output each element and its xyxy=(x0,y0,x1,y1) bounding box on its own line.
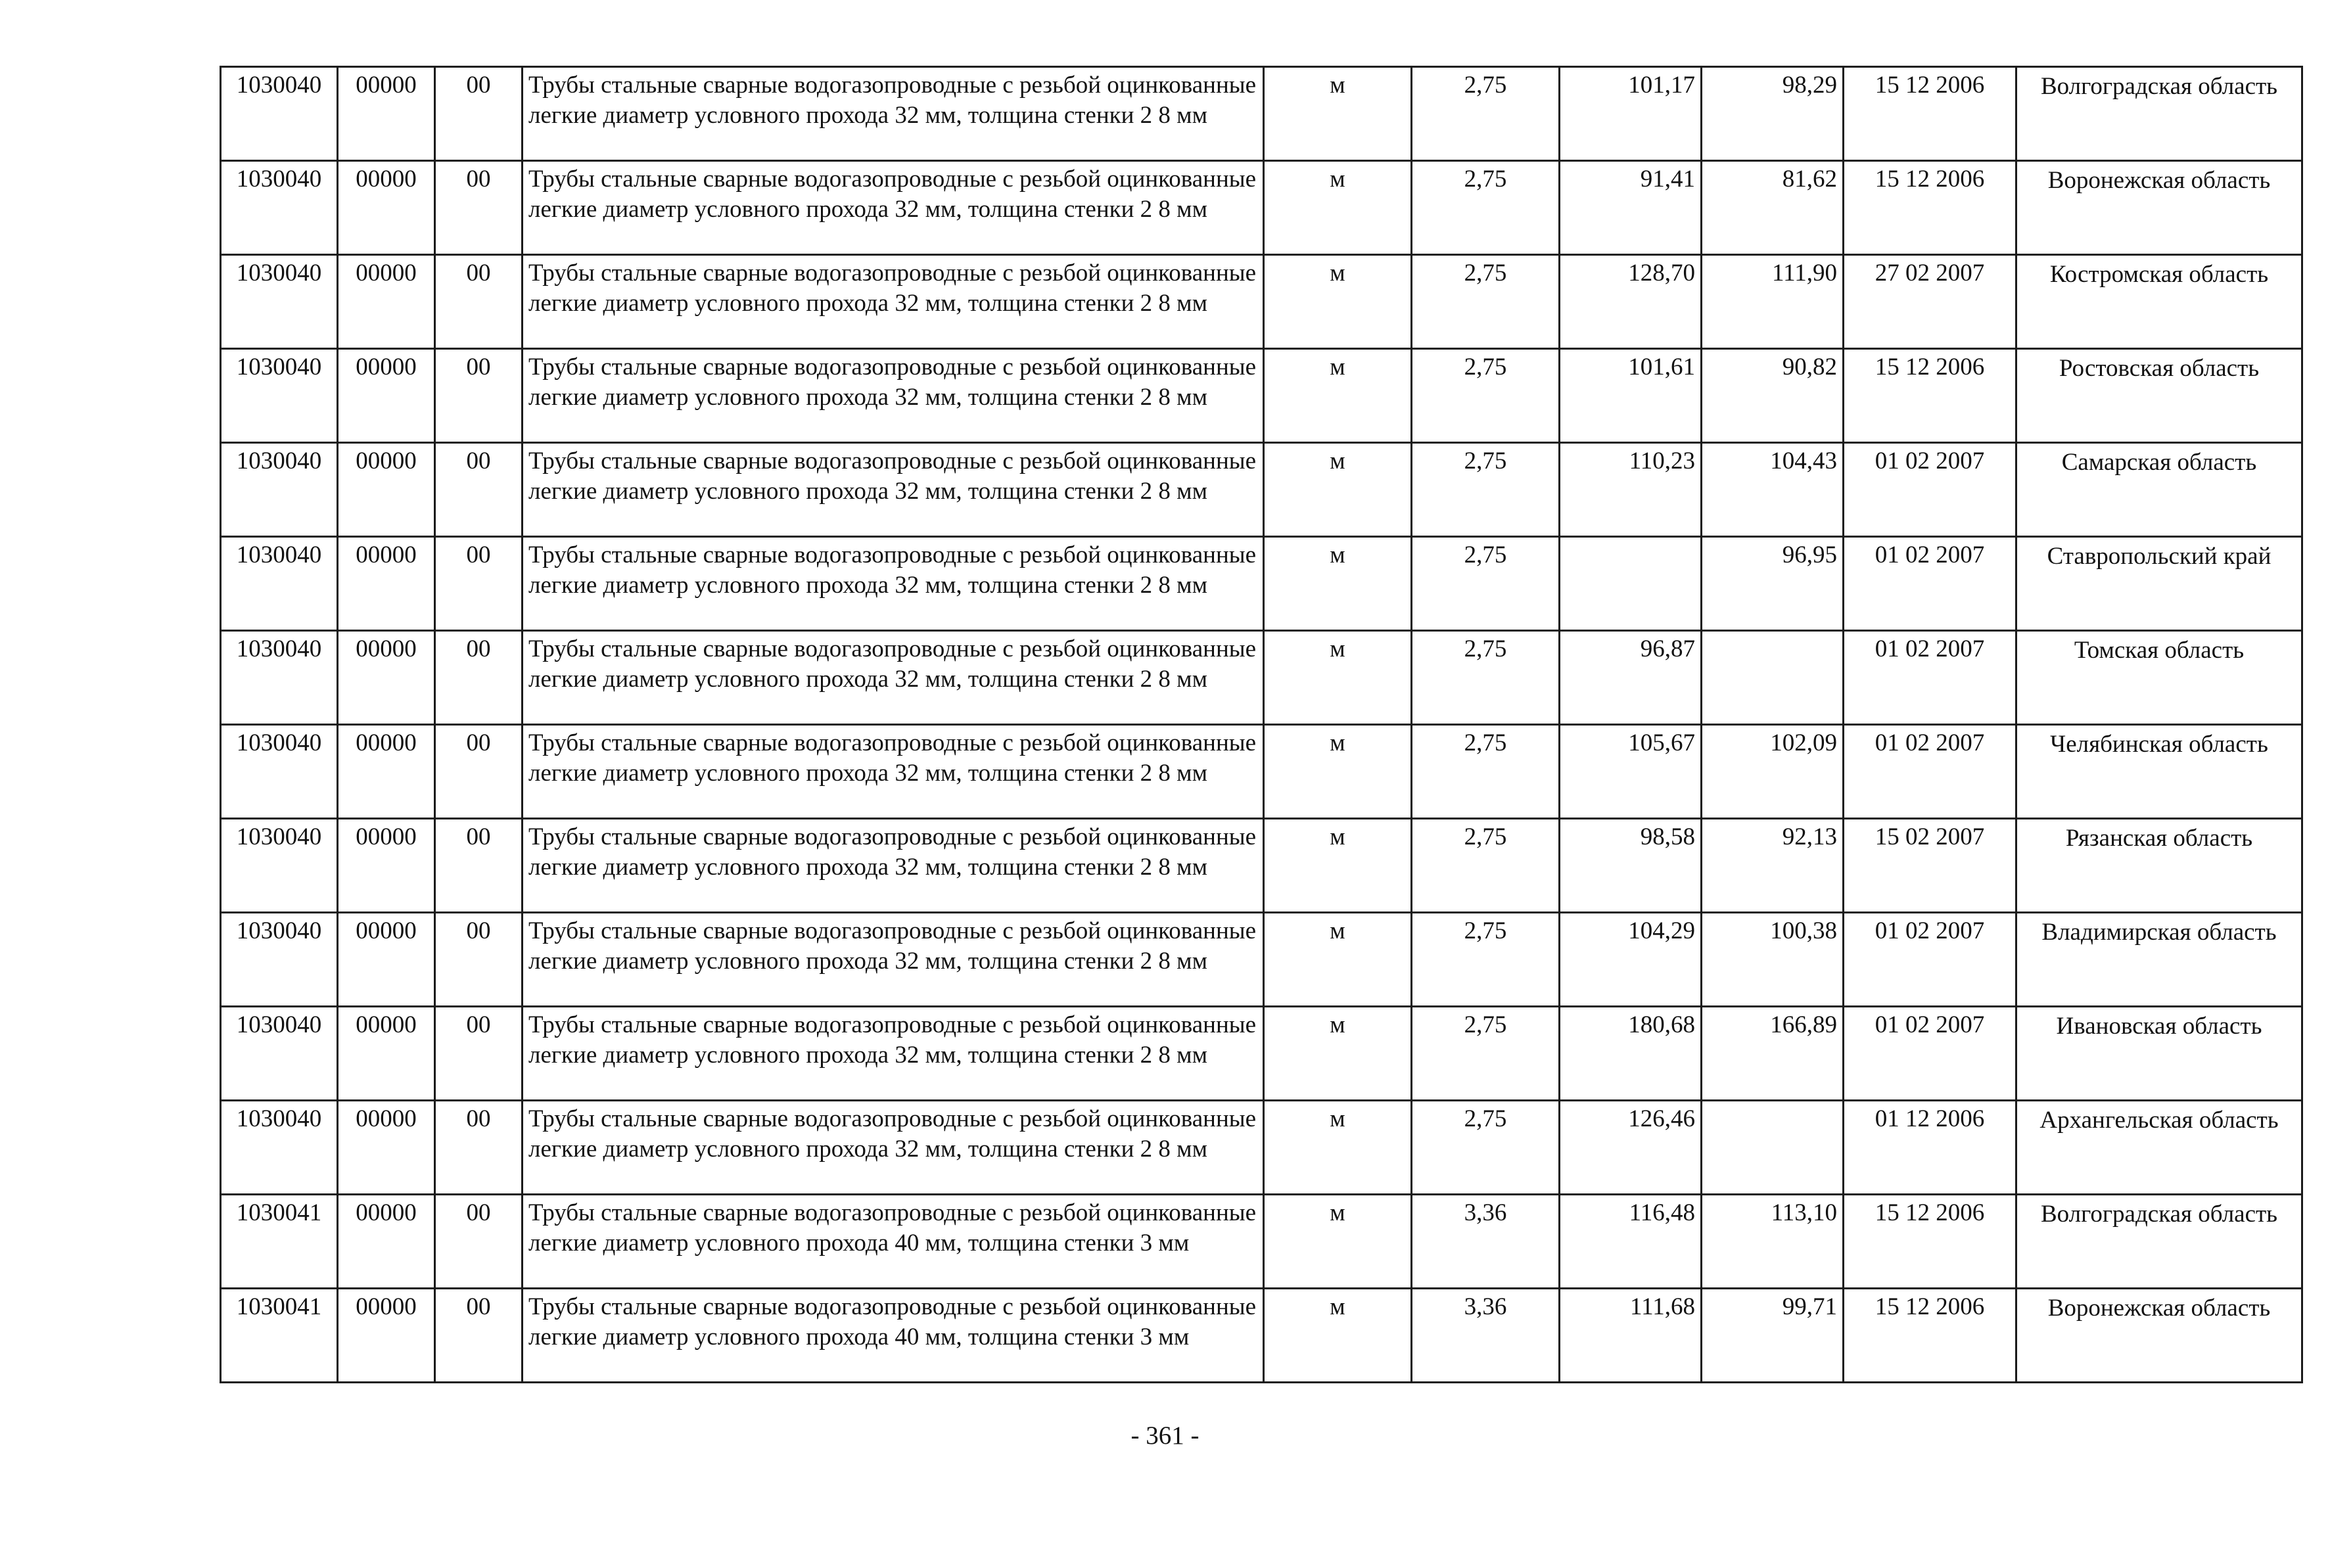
variant-code-cell: 00 xyxy=(435,67,523,161)
material-name-cell: Трубы стальные сварные водогазопроводные с резьбой оцинкованные легкие диаметр условного прохода 32 мм, толщина стенки 2 8 мм xyxy=(523,819,1264,913)
table-body xyxy=(221,67,2302,1383)
price-1-cell: 110,23 xyxy=(1560,443,1702,537)
region-cell: Ивановская область xyxy=(2016,1007,2302,1101)
date-cell: 01 12 2006 xyxy=(1844,1101,2016,1195)
price-1-cell xyxy=(1560,537,1702,631)
date-cell: 15 02 2007 xyxy=(1844,819,2016,913)
variant-code-cell: 00 xyxy=(435,1195,523,1289)
unit-cell: м xyxy=(1264,443,1412,537)
unit-cell: м xyxy=(1264,1195,1412,1289)
price-2-cell: 113,10 xyxy=(1702,1195,1844,1289)
material-code-cell: 1030040 xyxy=(221,537,338,631)
material-name-cell: Трубы стальные сварные водогазопроводные с резьбой оцинкованные легкие диаметр условного прохода 32 мм, толщина стенки 2 8 мм xyxy=(523,1007,1264,1101)
unit-cell: м xyxy=(1264,1101,1412,1195)
sub-code-cell: 00000 xyxy=(338,537,435,631)
quantity-cell: 2,75 xyxy=(1412,819,1560,913)
date-cell: 15 12 2006 xyxy=(1844,1195,2016,1289)
unit-cell: м xyxy=(1264,725,1412,819)
price-1-cell: 116,48 xyxy=(1560,1195,1702,1289)
material-name-cell: Трубы стальные сварные водогазопроводные с резьбой оцинкованные легкие диаметр условного прохода 32 мм, толщина стенки 2 8 мм xyxy=(523,725,1264,819)
material-name-cell: Трубы стальные сварные водогазопроводные с резьбой оцинкованные легкие диаметр условного прохода 32 мм, толщина стенки 2 8 мм xyxy=(523,913,1264,1007)
table-row xyxy=(221,1101,2302,1195)
material-code-cell: 1030040 xyxy=(221,161,338,255)
material-name-cell: Трубы стальные сварные водогазопроводные с резьбой оцинкованные легкие диаметр условного прохода 32 мм, толщина стенки 2 8 мм xyxy=(523,67,1264,161)
quantity-cell: 3,36 xyxy=(1412,1195,1560,1289)
price-2-cell: 99,71 xyxy=(1702,1289,1844,1383)
material-code-cell: 1030040 xyxy=(221,1101,338,1195)
quantity-cell: 2,75 xyxy=(1412,349,1560,443)
price-2-cell xyxy=(1702,631,1844,725)
variant-code-cell: 00 xyxy=(435,1007,523,1101)
price-1-cell: 128,70 xyxy=(1560,255,1702,349)
region-cell: Ставропольский край xyxy=(2016,537,2302,631)
variant-code-cell: 00 xyxy=(435,161,523,255)
variant-code-cell: 00 xyxy=(435,1289,523,1383)
price-2-cell: 90,82 xyxy=(1702,349,1844,443)
date-cell: 01 02 2007 xyxy=(1844,631,2016,725)
price-2-cell: 98,29 xyxy=(1702,67,1844,161)
price-1-cell: 96,87 xyxy=(1560,631,1702,725)
sub-code-cell: 00000 xyxy=(338,631,435,725)
table-row xyxy=(221,1289,2302,1383)
material-code-cell: 1030040 xyxy=(221,631,338,725)
quantity-cell: 2,75 xyxy=(1412,537,1560,631)
date-cell: 01 02 2007 xyxy=(1844,537,2016,631)
material-code-cell: 1030041 xyxy=(221,1195,338,1289)
price-2-cell: 166,89 xyxy=(1702,1007,1844,1101)
material-code-cell: 1030040 xyxy=(221,443,338,537)
table-row xyxy=(221,1195,2302,1289)
price-2-cell: 100,38 xyxy=(1702,913,1844,1007)
unit-cell: м xyxy=(1264,255,1412,349)
date-cell: 01 02 2007 xyxy=(1844,913,2016,1007)
quantity-cell: 2,75 xyxy=(1412,1007,1560,1101)
price-1-cell: 126,46 xyxy=(1560,1101,1702,1195)
date-cell: 15 12 2006 xyxy=(1844,1289,2016,1383)
table-row xyxy=(221,819,2302,913)
sub-code-cell: 00000 xyxy=(338,443,435,537)
sub-code-cell: 00000 xyxy=(338,67,435,161)
price-1-cell: 101,17 xyxy=(1560,67,1702,161)
unit-cell: м xyxy=(1264,1007,1412,1101)
date-cell: 15 12 2006 xyxy=(1844,67,2016,161)
variant-code-cell: 00 xyxy=(435,725,523,819)
variant-code-cell: 00 xyxy=(435,631,523,725)
unit-cell: м xyxy=(1264,349,1412,443)
variant-code-cell: 00 xyxy=(435,349,523,443)
unit-cell: м xyxy=(1264,631,1412,725)
sub-code-cell: 00000 xyxy=(338,161,435,255)
price-table xyxy=(220,66,2303,1383)
region-cell: Костромская область xyxy=(2016,255,2302,349)
price-2-cell: 92,13 xyxy=(1702,819,1844,913)
region-cell: Воронежская область xyxy=(2016,161,2302,255)
sub-code-cell: 00000 xyxy=(338,725,435,819)
variant-code-cell: 00 xyxy=(435,255,523,349)
price-2-cell: 102,09 xyxy=(1702,725,1844,819)
table-row xyxy=(221,913,2302,1007)
material-name-cell: Трубы стальные сварные водогазопроводные с резьбой оцинкованные легкие диаметр условного прохода 40 мм, толщина стенки 3 мм xyxy=(523,1289,1264,1383)
date-cell: 27 02 2007 xyxy=(1844,255,2016,349)
price-2-cell: 104,43 xyxy=(1702,443,1844,537)
unit-cell: м xyxy=(1264,913,1412,1007)
quantity-cell: 2,75 xyxy=(1412,725,1560,819)
material-name-cell: Трубы стальные сварные водогазопроводные с резьбой оцинкованные легкие диаметр условного прохода 32 мм, толщина стенки 2 8 мм xyxy=(523,537,1264,631)
table-row xyxy=(221,537,2302,631)
price-1-cell: 104,29 xyxy=(1560,913,1702,1007)
sub-code-cell: 00000 xyxy=(338,1101,435,1195)
material-name-cell: Трубы стальные сварные водогазопроводные с резьбой оцинкованные легкие диаметр условного прохода 32 мм, толщина стенки 2 8 мм xyxy=(523,631,1264,725)
page-number: - 361 - xyxy=(1130,1421,1200,1450)
sub-code-cell: 00000 xyxy=(338,913,435,1007)
material-code-cell: 1030040 xyxy=(221,67,338,161)
quantity-cell: 2,75 xyxy=(1412,443,1560,537)
region-cell: Самарская область xyxy=(2016,443,2302,537)
material-code-cell: 1030041 xyxy=(221,1289,338,1383)
quantity-cell: 2,75 xyxy=(1412,631,1560,725)
unit-cell: м xyxy=(1264,537,1412,631)
material-name-cell: Трубы стальные сварные водогазопроводные с резьбой оцинкованные легкие диаметр условного прохода 32 мм, толщина стенки 2 8 мм xyxy=(523,255,1264,349)
quantity-cell: 2,75 xyxy=(1412,1101,1560,1195)
sub-code-cell: 00000 xyxy=(338,349,435,443)
material-code-cell: 1030040 xyxy=(221,913,338,1007)
price-2-cell xyxy=(1702,1101,1844,1195)
date-cell: 15 12 2006 xyxy=(1844,349,2016,443)
price-2-cell: 96,95 xyxy=(1702,537,1844,631)
region-cell: Воронежская область xyxy=(2016,1289,2302,1383)
region-cell: Волгоградская область xyxy=(2016,1195,2302,1289)
date-cell: 01 02 2007 xyxy=(1844,725,2016,819)
material-code-cell: 1030040 xyxy=(221,725,338,819)
region-cell: Архангельская область xyxy=(2016,1101,2302,1195)
unit-cell: м xyxy=(1264,1289,1412,1383)
sub-code-cell: 00000 xyxy=(338,1195,435,1289)
quantity-cell: 2,75 xyxy=(1412,913,1560,1007)
quantity-cell: 2,75 xyxy=(1412,161,1560,255)
price-1-cell: 101,61 xyxy=(1560,349,1702,443)
sub-code-cell: 00000 xyxy=(338,1289,435,1383)
variant-code-cell: 00 xyxy=(435,537,523,631)
unit-cell: м xyxy=(1264,67,1412,161)
material-code-cell: 1030040 xyxy=(221,255,338,349)
price-2-cell: 81,62 xyxy=(1702,161,1844,255)
sub-code-cell: 00000 xyxy=(338,819,435,913)
unit-cell: м xyxy=(1264,819,1412,913)
price-1-cell: 111,68 xyxy=(1560,1289,1702,1383)
material-name-cell: Трубы стальные сварные водогазопроводные с резьбой оцинкованные легкие диаметр условного прохода 32 мм, толщина стенки 2 8 мм xyxy=(523,161,1264,255)
table-row xyxy=(221,725,2302,819)
material-name-cell: Трубы стальные сварные водогазопроводные с резьбой оцинкованные легкие диаметр условного прохода 32 мм, толщина стенки 2 8 мм xyxy=(523,1101,1264,1195)
material-name-cell: Трубы стальные сварные водогазопроводные с резьбой оцинкованные легкие диаметр условного прохода 32 мм, толщина стенки 2 8 мм xyxy=(523,349,1264,443)
table-row xyxy=(221,443,2302,537)
table-row xyxy=(221,161,2302,255)
region-cell: Владимирская область xyxy=(2016,913,2302,1007)
variant-code-cell: 00 xyxy=(435,443,523,537)
material-name-cell: Трубы стальные сварные водогазопроводные с резьбой оцинкованные легкие диаметр условного прохода 32 мм, толщина стенки 2 8 мм xyxy=(523,443,1264,537)
price-1-cell: 98,58 xyxy=(1560,819,1702,913)
variant-code-cell: 00 xyxy=(435,1101,523,1195)
price-1-cell: 180,68 xyxy=(1560,1007,1702,1101)
table-row xyxy=(221,1007,2302,1101)
region-cell: Челябинская область xyxy=(2016,725,2302,819)
sub-code-cell: 00000 xyxy=(338,1007,435,1101)
material-code-cell: 1030040 xyxy=(221,1007,338,1101)
material-code-cell: 1030040 xyxy=(221,349,338,443)
region-cell: Томская область xyxy=(2016,631,2302,725)
region-cell: Волгоградская область xyxy=(2016,67,2302,161)
quantity-cell: 3,36 xyxy=(1412,1289,1560,1383)
price-1-cell: 105,67 xyxy=(1560,725,1702,819)
region-cell: Рязанская область xyxy=(2016,819,2302,913)
price-1-cell: 91,41 xyxy=(1560,161,1702,255)
price-2-cell: 111,90 xyxy=(1702,255,1844,349)
unit-cell: м xyxy=(1264,161,1412,255)
material-name-cell: Трубы стальные сварные водогазопроводные с резьбой оцинкованные легкие диаметр условного прохода 40 мм, толщина стенки 3 мм xyxy=(523,1195,1264,1289)
region-cell: Ростовская область xyxy=(2016,349,2302,443)
sub-code-cell: 00000 xyxy=(338,255,435,349)
date-cell: 01 02 2007 xyxy=(1844,443,2016,537)
variant-code-cell: 00 xyxy=(435,913,523,1007)
date-cell: 15 12 2006 xyxy=(1844,161,2016,255)
quantity-cell: 2,75 xyxy=(1412,67,1560,161)
table-row xyxy=(221,67,2302,161)
table-row xyxy=(221,349,2302,443)
table-row xyxy=(221,255,2302,349)
material-code-cell: 1030040 xyxy=(221,819,338,913)
table-row xyxy=(221,631,2302,725)
quantity-cell: 2,75 xyxy=(1412,255,1560,349)
variant-code-cell: 00 xyxy=(435,819,523,913)
date-cell: 01 02 2007 xyxy=(1844,1007,2016,1101)
